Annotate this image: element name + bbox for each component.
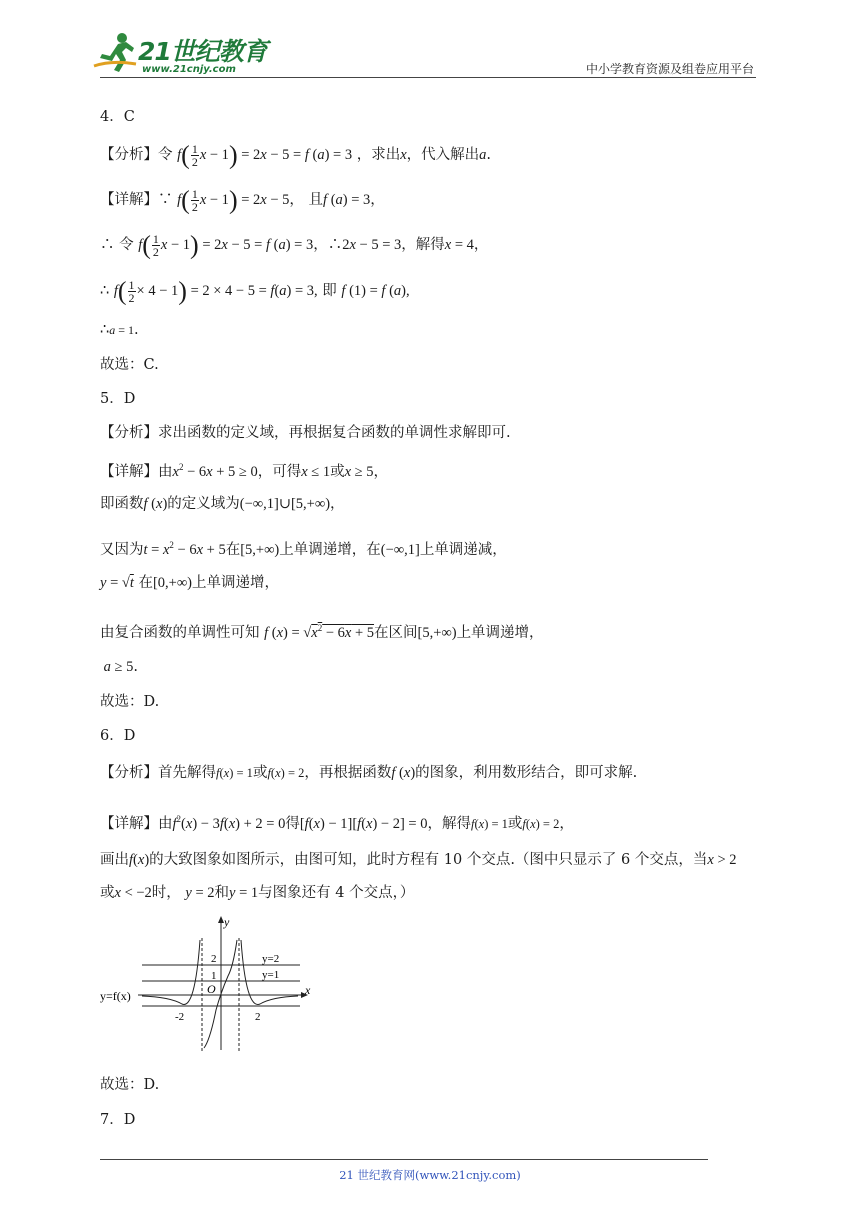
footer-divider [100,1159,708,1160]
fig-tick-2: 2 [211,953,217,965]
q4-step3: ∴ 令 f( $\frac{1}{2}$ x − 1) = 2x − 5 = f (a) = 3，∴2x − 5 = 3，解得x = 4， [100,230,489,260]
q5-sqrt: y = √t 在[0,+∞)上单调递增， [100,575,280,591]
fig-x-label: x [305,983,311,997]
function-graph [100,910,320,1060]
q5-result: a ≥ 5. [103,659,138,675]
logo-text: 21世纪教育 [138,37,267,66]
page-header [0,0,860,80]
fig-tick-neg2: -2 [175,1011,185,1023]
runner-logo-icon [92,30,138,76]
platform-title: 中小学教育资源及组卷应用平台 [585,62,754,76]
q4-step4: ∴ f( $\frac{1}{2}$ × 4 − 1) = 2 × 4 − 5 = f(a) = 3, 即 f (1) = f (a), [100,276,410,306]
q4-answer: 4．C [100,109,135,125]
q4-choice: 故选：C. [100,357,159,373]
fig-label-fx: y=f(x) [100,989,131,1003]
q5-detail: 【详解】由$x^2 - 6x + 5 \ge 0$，可得x ≤ 1或x ≥ 5， [100,462,389,480]
q6-analysis: 【分析】首先解得f(x) = 1或f(x) = 2，再根据函数f (x)的图象，利用数形结合，即可求解. [100,765,638,781]
fig-tick-1: 1 [211,970,217,982]
logo-subtitle: www.21cnjy.com [142,64,236,75]
fig-tick-pos2: 2 [255,1011,261,1023]
q4-detail: 【详解】∵ f( $\frac{1}{2}$ x − 1) = 2x − 5， 且f (a) = 3， [100,185,385,215]
q6-choice: 故选：D. [100,1077,160,1093]
q6-answer: 6．D [100,728,136,744]
fig-label-y2: y=2 [262,953,280,965]
q5-composite: 由复合函数的单调性可知 f $(x) = √x^2 - 6x + 5$在区间[5,+∞)上单调递增， [100,623,544,641]
fig-label-y1: y=1 [262,969,280,981]
q6-detail: 【详解】由$f^2(x) - 3f(x) + 2 = 0$得[f(x) − 1][f(x) − 2] = 0，解得f(x) = 1或f(x) = 2， [100,814,574,832]
function-graph-figure [100,910,320,1060]
header-divider [100,77,756,78]
q6-graph-desc: 画出f(x)的大致图象如图所示，由图可知，此时方程有 10 个交点.（图中只显示了 6 个交点，当x > 2 [100,852,737,868]
site-logo [92,30,267,78]
q5-answer: 5．D [100,391,136,407]
q4-step5: ∴a = 1. [100,322,139,338]
fig-y-label: y [224,915,230,929]
q5-analysis: 【分析】求出函数的定义域，再根据复合函数的单调性求解即可. [100,425,511,441]
q5-monotonic: 又因为$t = x^2 - 6x + 5$在[5,+∞)上单调递增，在(−∞,1]上单调递减， [100,540,507,558]
q4-analysis: 【分析】令 f( $\frac{1}{2}$ x − 1) = 2x − 5 = f (a) = 3 ，求出x，代入解出a. [100,140,492,170]
fig-origin-label: O [207,982,216,996]
q7-answer: 7．D [100,1112,136,1128]
q6-graph-desc-cont: 或x < −2时， y = 2和y = 1与图象还有 4 个交点，） [100,885,415,901]
footer-text: 21 世纪教育网(www.21cnjy.com) [339,1168,521,1182]
q5-domain: 即函数f (x)的定义域为(−∞,1]∪[5,+∞)， [100,496,345,512]
q5-choice: 故选：D. [100,694,160,710]
